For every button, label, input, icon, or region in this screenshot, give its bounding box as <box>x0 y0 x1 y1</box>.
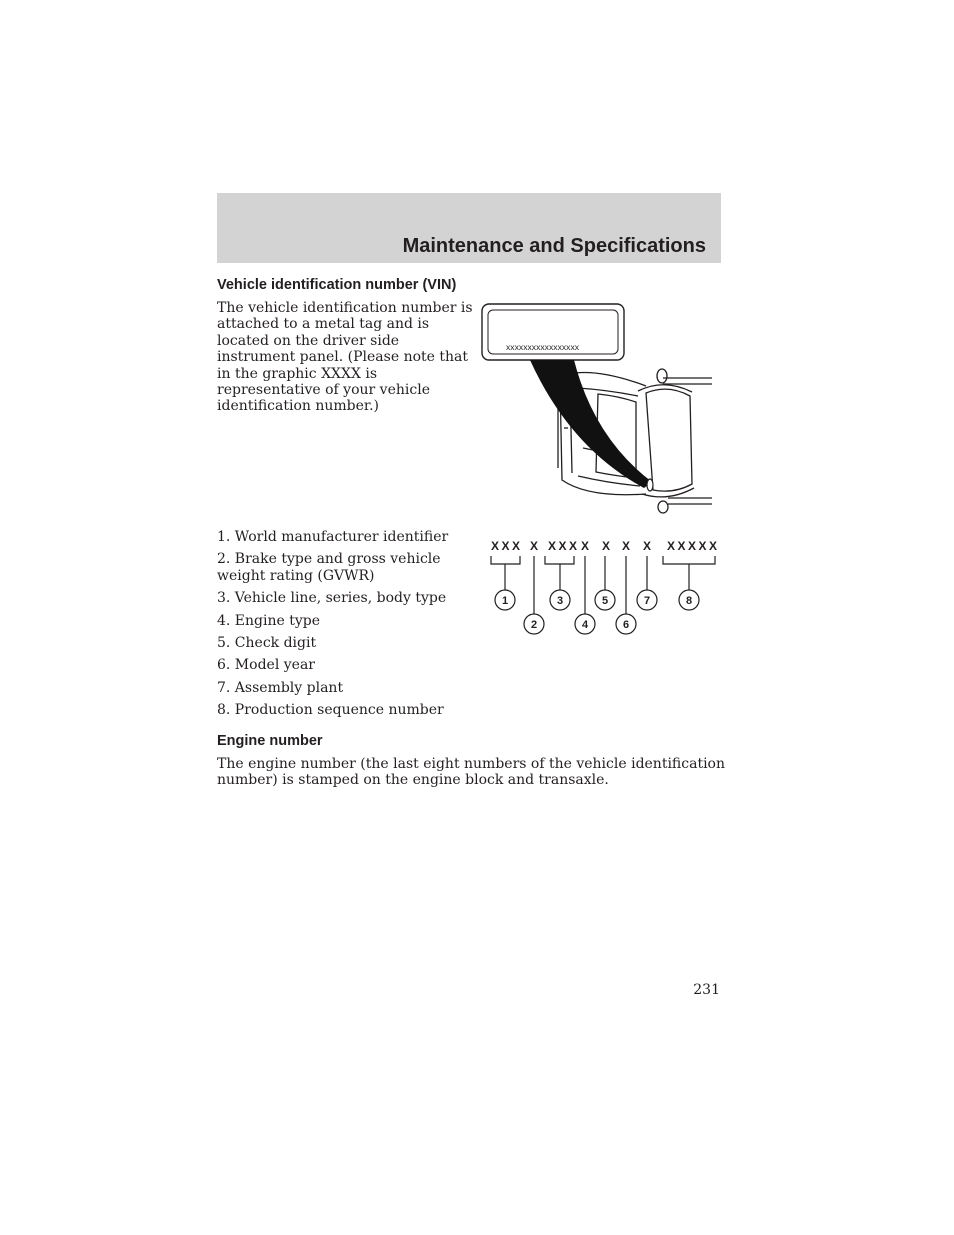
legend-item <box>217 657 448 673</box>
vin-group: X <box>530 539 541 553</box>
legend-line: 8. Production sequence number <box>217 702 444 719</box>
vin-location-illustration <box>478 298 718 520</box>
callout-number: 3 <box>556 595 564 607</box>
vin-group: XXX <box>548 539 580 553</box>
legend-item <box>217 551 448 584</box>
engine-number-heading: Engine number <box>217 733 323 749</box>
callout-number: 6 <box>622 619 630 631</box>
vin-breakdown-diagram <box>486 534 722 640</box>
paragraph-line: attached to a metal tag and is <box>217 316 430 333</box>
vin-tag <box>482 304 624 360</box>
vin-group: X <box>622 539 633 553</box>
legend-line: 2. Brake type and gross vehicle <box>217 551 441 568</box>
callout-number: 2 <box>530 619 538 631</box>
paragraph-line: The engine number (the last eight numbers of the vehicle identification <box>217 756 726 772</box>
chapter-header <box>217 193 721 263</box>
callout-number: 7 <box>643 595 651 607</box>
paragraph-line: instrument panel. (Please note that <box>217 349 468 366</box>
paragraph-line: in the graphic XXXX is <box>217 365 378 382</box>
legend-line: 4. Engine type <box>217 612 321 629</box>
legend-line: 5. Check digit <box>217 635 317 652</box>
legend-line: 7. Assembly plant <box>217 679 344 696</box>
legend-item <box>217 702 448 718</box>
callout-number: 5 <box>601 595 609 607</box>
paragraph-line: identification number.) <box>217 398 379 415</box>
paragraph-line: located on the driver side <box>217 332 400 349</box>
vin-group: XXXXX <box>667 539 720 553</box>
callout-number: 1 <box>501 595 509 607</box>
vin-heading: Vehicle identification number (VIN) <box>217 277 457 293</box>
vin-group: X <box>602 539 613 553</box>
legend-line: 1. World manufacturer identifier <box>217 529 449 545</box>
legend-line: weight rating (GVWR) <box>217 567 375 584</box>
legend-item <box>217 590 448 606</box>
legend-line: 3. Vehicle line, series, body type <box>217 590 447 607</box>
legend-line: 6. Model year <box>217 657 315 674</box>
legend-item <box>217 613 448 629</box>
vin-legend <box>217 529 448 725</box>
legend-item <box>217 635 448 651</box>
callout-number: 4 <box>581 619 589 631</box>
vin-group: XXX <box>491 539 523 553</box>
vin-tag-text: xxxxxxxxxxxxxxxxx <box>506 342 580 352</box>
legend-item <box>217 529 448 545</box>
paragraph-line: representative of your vehicle <box>217 382 430 399</box>
paragraph-line: number) is stamped on the engine block and transaxle. <box>217 772 609 789</box>
legend-item <box>217 680 448 696</box>
chapter-title: Maintenance and Specifications <box>402 235 706 257</box>
vin-paragraph <box>217 300 473 415</box>
pointer-wedge <box>530 360 652 488</box>
callout-number: 8 <box>685 595 693 607</box>
page-number: 231 <box>693 982 720 998</box>
paragraph-line: The vehicle identification number is <box>217 300 473 316</box>
vin-group: X <box>643 539 654 553</box>
vin-group: X <box>581 539 592 553</box>
engine-number-paragraph <box>217 756 725 789</box>
